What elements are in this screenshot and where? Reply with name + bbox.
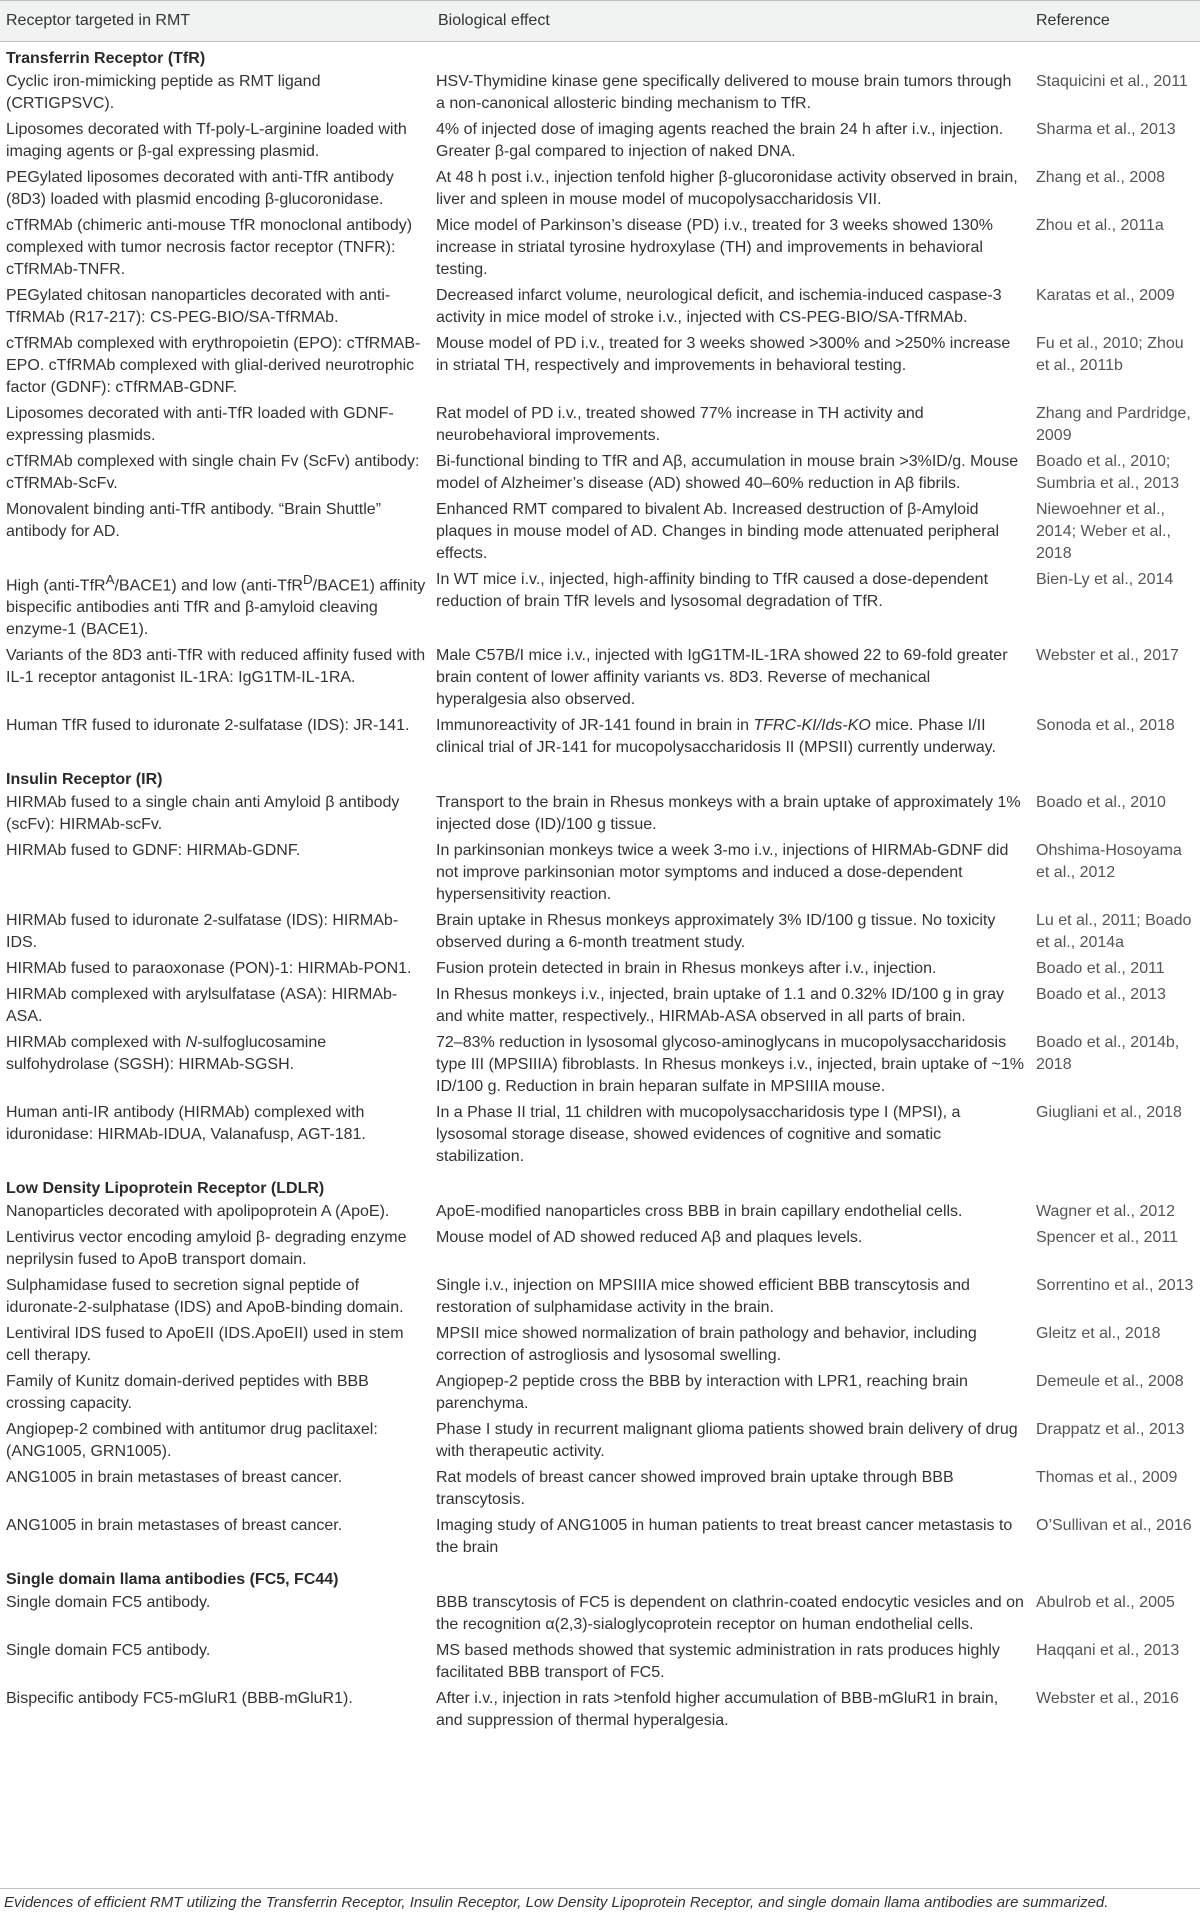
effect-cell: Rat model of PD i.v., treated showed 77% increase in TH activity and neurobehavioral improvements. [436, 405, 924, 444]
receptor-cell: HIRMAb fused to iduronate 2-sulfatase (IDS): HIRMAb-IDS. [6, 912, 399, 952]
receptor-cell: Single domain FC5 antibody. [6, 1594, 211, 1612]
reference-cell: Bien-Ly et al., 2014 [1036, 571, 1174, 588]
section-title: Transferrin Receptor (TfR) [6, 50, 206, 67]
table-row [0, 451, 1200, 499]
table-row [0, 1102, 1200, 1172]
effect-text-post: mice. Phase I/II clinical trial of JR-141 for mucopolysaccharidosis II (MPSII) currently underway. [436, 717, 996, 757]
receptor-text-pre: HIRMAb complexed with [6, 1034, 186, 1052]
section-row-ldlr [0, 1172, 1200, 1201]
reference-cell: Fu et al., 2010; Zhou et al., 2011b [1036, 335, 1184, 374]
effect-cell: 72–83% reduction in lysosomal glycoso-aminoglycans in mucopolysaccharidosis type III (MPSIIIA) fibroblasts. In Rhesus monkeys i.v., injected, brain uptake of ~1% ID/100 g. Reduction in brain heparan sulfate in MPSIIIA mouse. [436, 1034, 1024, 1096]
reference-cell: Webster et al., 2017 [1036, 647, 1179, 665]
table-row [0, 1227, 1200, 1275]
table-row [0, 645, 1200, 715]
receptor-cell: Liposomes decorated with anti-TfR loaded with GDNF-expressing plasmids. [6, 405, 394, 444]
receptor-cell: Monovalent binding anti-TfR antibody. “Brain Shuttle” antibody for AD. [6, 501, 382, 540]
table-row [0, 984, 1200, 1032]
receptor-cell: Variants of the 8D3 anti-TfR with reduced affinity fused with IL-1 receptor antagonist IL-1RA: IgG1TM-IL-1RA. [6, 647, 426, 687]
table-row [0, 569, 1200, 645]
table-row [0, 715, 1200, 763]
effect-cell: MS based methods showed that systemic administration in rats produces highly facilitated BBB transport of FC5. [436, 1642, 1000, 1682]
receptor-cell: PEGylated chitosan nanoparticles decorated with anti-TfRMAb (R17-217): CS-PEG-BIO/SA-TfRMAb. [6, 287, 391, 326]
effect-cell: 4% of injected dose of imaging agents reached the brain 24 h after i.v., injection. Greater β-gal compared to injection of naked DNA. [436, 121, 1004, 160]
effect-cell: Enhanced RMT compared to bivalent Ab. Increased destruction of β-Amyloid plaques in mouse model of AD. Changes in binding mode attenuated peripheral effects. [436, 501, 1000, 562]
table-row [0, 1467, 1200, 1515]
effect-cell: HSV-Thymidine kinase gene specifically delivered to mouse brain tumors through a non-canonical allosteric binding mechanism to TfR. [436, 73, 1012, 112]
section-row-llama [0, 1563, 1200, 1592]
receptor-cell: ANG1005 in brain metastases of breast cancer. [6, 1469, 343, 1487]
effect-cell: Mouse model of AD showed reduced Aβ and plaques levels. [436, 1229, 863, 1247]
reference-cell: Spencer et al., 2011 [1036, 1229, 1179, 1247]
reference-cell: Boado et al., 2013 [1036, 986, 1166, 1004]
reference-cell: Staquicini et al., 2011 [1036, 73, 1188, 90]
reference-cell: Gleitz et al., 2018 [1036, 1325, 1161, 1343]
receptor-text-post: /BACE1) affinity bispecific antibodies anti TfR and β-amyloid cleaving enzyme-1 (BACE1). [6, 577, 426, 639]
receptor-cell: Angiopep-2 combined with antitumor drug paclitaxel: (ANG1005, GRN1005). [6, 1421, 378, 1461]
effect-cell: Transport to the brain in Rhesus monkeys with a brain uptake of approximately 1% injected dose (ID)/100 g tissue. [436, 794, 1021, 834]
receptor-cell: Human TfR fused to iduronate 2-sulfatase (IDS): JR-141. [6, 717, 410, 735]
reference-cell: Abulrob et al., 2005 [1036, 1594, 1175, 1612]
receptor-cell: HIRMAb fused to GDNF: HIRMAb-GDNF. [6, 842, 301, 860]
reference-cell: Boado et al., 2010; Sumbria et al., 2013 [1036, 453, 1180, 492]
receptor-text-post: -sulfoglucosamine sulfohydrolase (SGSH): HIRMAb-SGSH. [6, 1034, 327, 1074]
table-row [0, 119, 1200, 167]
table-row [0, 167, 1200, 215]
reference-cell: Sorrentino et al., 2013 [1036, 1277, 1194, 1295]
table-row [0, 1371, 1200, 1419]
effect-italic: TFRC-KI/Ids-KO [753, 717, 871, 735]
table-row [0, 285, 1200, 333]
effect-cell: Brain uptake in Rhesus monkeys approximately 3% ID/100 g tissue. No toxicity observed during a 6-month treatment study. [436, 912, 996, 952]
table-row [0, 1275, 1200, 1323]
reference-cell: Boado et al., 2010 [1036, 794, 1166, 812]
reference-cell: Niewoehner et al., 2014; Weber et al., 2018 [1036, 501, 1171, 562]
section-row-ir [0, 763, 1200, 792]
effect-cell: In a Phase II trial, 11 children with mucopolysaccharidosis type I (MPSI), a lysosomal storage disease, showed evidences of cognitive and somatic stabilization. [436, 1104, 961, 1166]
reference-cell: Thomas et al., 2009 [1036, 1469, 1178, 1487]
table-row [0, 1515, 1200, 1563]
receptor-cell: HIRMAb fused to paraoxonase (PON)-1: HIRMAb-PON1. [6, 960, 412, 978]
footer-divider [0, 1888, 1200, 1889]
reference-cell: Sonoda et al., 2018 [1036, 717, 1175, 735]
table-row [0, 1640, 1200, 1688]
superscript-d: D [302, 572, 313, 587]
effect-cell: Rat models of breast cancer showed improved brain uptake through BBB transcytosis. [436, 1469, 954, 1509]
receptor-text-pre: High (anti-TfR [6, 577, 106, 595]
effect-cell: In parkinsonian monkeys twice a week 3-mo i.v., injections of HIRMAb-GDNF did not improve parkinsonian motor symptoms and induced a dose-dependent hypersensitivity reaction. [436, 842, 1009, 904]
receptor-cell [0, 569, 432, 645]
reference-cell: O’Sullivan et al., 2016 [1036, 1517, 1192, 1535]
table-row [0, 1032, 1200, 1102]
reference-cell: Zhang and Pardridge, 2009 [1036, 405, 1191, 444]
effect-cell: Male C57B/I mice i.v., injected with IgG1TM-IL-1RA showed 22 to 69-fold greater brain content of lower affinity variants vs. 8D3. Reverse of mechanical hyperalgesia also observed. [436, 647, 1008, 709]
effect-cell: Phase I study in recurrent malignant glioma patients showed brain delivery of drug with therapeutic activity. [436, 1421, 1018, 1461]
reference-cell: Webster et al., 2016 [1036, 1690, 1179, 1708]
section-title: Insulin Receptor (IR) [6, 771, 163, 789]
receptor-text-mid: /BACE1) and low (anti-TfR [114, 577, 303, 595]
receptor-cell: ANG1005 in brain metastases of breast cancer. [6, 1517, 343, 1535]
table-row [0, 1688, 1200, 1736]
table-row [0, 792, 1200, 840]
receptor-cell: PEGylated liposomes decorated with anti-TfR antibody (8D3) loaded with plasmid encoding β-glucoronidase. [6, 169, 394, 208]
reference-cell: Boado et al., 2011 [1036, 960, 1165, 978]
reference-cell: Zhang et al., 2008 [1036, 169, 1165, 186]
reference-cell: Haqqani et al., 2013 [1036, 1642, 1180, 1660]
reference-cell: Zhou et al., 2011a [1036, 217, 1164, 234]
table-footnote: Evidences of efficient RMT utilizing the Transferrin Receptor, Insulin Receptor, Low Density Lipoprotein Receptor, and single domain llama antibodies are summarized. [4, 1894, 1109, 1911]
effect-cell: ApoE-modified nanoparticles cross BBB in brain capillary endothelial cells. [436, 1203, 963, 1221]
receptor-cell: Sulphamidase fused to secretion signal peptide of iduronate-2-sulphatase (IDS) and ApoB-binding domain. [6, 1277, 404, 1317]
receptor-cell: cTfRMAb (chimeric anti-mouse TfR monoclonal antibody) complexed with tumor necrosis factor receptor (TNFR): cTfRMAb-TNFR. [6, 217, 413, 278]
effect-cell: Single i.v., injection on MPSIIIA mice showed efficient BBB transcytosis and restoration of sulphamidase activity in the brain. [436, 1277, 970, 1317]
reference-cell: Giugliani et al., 2018 [1036, 1104, 1182, 1122]
table-row [0, 333, 1200, 403]
receptor-cell: Cyclic iron-mimicking peptide as RMT ligand (CRTIGPSVC). [6, 73, 321, 112]
receptor-cell: cTfRMAb complexed with erythropoietin (EPO): cTfRMAB-EPO. cTfRMAb complexed with glial-derived neurotrophic factor (GDNF): cTfRMAB-GDNF. [6, 335, 421, 396]
receptor-cell: HIRMAb complexed with arylsulfatase (ASA): HIRMAb-ASA. [6, 986, 398, 1026]
effect-cell: In WT mice i.v., injected, high-affinity binding to TfR caused a dose-dependent reduction of brain TfR levels and lysosomal degradation of TfR. [436, 571, 989, 610]
receptor-cell: Family of Kunitz domain-derived peptides with BBB crossing capacity. [6, 1373, 369, 1413]
effect-cell: After i.v., injection in rats >tenfold higher accumulation of BBB-mGluR1 in brain, and suppression of thermal hyperalgesia. [436, 1690, 999, 1730]
effect-cell [432, 715, 1030, 763]
effect-cell: Imaging study of ANG1005 in human patients to treat breast cancer metastasis to the brain [436, 1517, 1013, 1557]
receptor-italic: N [185, 1034, 198, 1052]
receptor-cell: Bispecific antibody FC5-mGluR1 (BBB-mGluR1). [6, 1690, 353, 1708]
reference-cell: Ohshima-Hosoyama et al., 2012 [1036, 842, 1182, 882]
header-reference: Reference [1030, 1, 1200, 42]
effect-cell: Fusion protein detected in brain in Rhesus monkeys after i.v., injection. [436, 960, 937, 978]
effect-cell: BBB transcytosis of FC5 is dependent on clathrin-coated endocytic vesicles and on the recognition α(2,3)-sialoglycoprotein receptor on human endothelial cells. [436, 1594, 1024, 1634]
table-row [0, 1201, 1200, 1227]
header-receptor: Receptor targeted in RMT [0, 1, 432, 42]
effect-cell: At 48 h post i.v., injection tenfold higher β-glucoronidase activity observed in brain, liver and spleen in mouse model of mucopolysaccharidosis VII. [436, 169, 1018, 208]
table-row [0, 71, 1200, 119]
table-row [0, 1323, 1200, 1371]
receptor-cell: Human anti-IR antibody (HIRMAb) complexed with iduronidase: HIRMAb-IDUA, Valanafusp, AGT-181. [6, 1104, 366, 1144]
reference-cell: Drappatz et al., 2013 [1036, 1421, 1185, 1439]
effect-cell: Bi-functional binding to TfR and Aβ, accumulation in mouse brain >3%ID/g. Mouse model of Alzheimer’s disease (AD) showed 40–60% reduction in Aβ fibrils. [436, 453, 1019, 492]
reference-cell: Sharma et al., 2013 [1036, 121, 1176, 138]
table-header-row [0, 1, 1200, 42]
receptor-cell [0, 1032, 432, 1102]
header-effect: Biological effect [432, 1, 1030, 42]
table-row [0, 910, 1200, 958]
table-row [0, 403, 1200, 451]
effect-text-pre: Immunoreactivity of JR-141 found in brain in [436, 717, 754, 735]
table-row [0, 1592, 1200, 1640]
table-row [0, 840, 1200, 910]
effect-cell: Angiopep-2 peptide cross the BBB by interaction with LPR1, reaching brain parenchyma. [436, 1373, 968, 1413]
receptor-cell: Single domain FC5 antibody. [6, 1642, 211, 1660]
table-row [0, 1419, 1200, 1467]
receptor-cell: Liposomes decorated with Tf-poly-L-arginine loaded with imaging agents or β-gal expressing plasmid. [6, 121, 407, 160]
receptor-cell: Lentivirus vector encoding amyloid β- degrading enzyme neprilysin fused to ApoB transport domain. [6, 1229, 407, 1269]
receptor-cell: Lentiviral IDS fused to ApoEII (IDS.ApoEII) used in stem cell therapy. [6, 1325, 404, 1365]
superscript-a: A [105, 572, 115, 587]
table-row [0, 215, 1200, 285]
effect-cell: Mouse model of PD i.v., treated for 3 weeks showed >300% and >250% increase in striatal TH, respectively and improvements in behavioral testing. [436, 335, 1011, 374]
effect-cell: Mice model of Parkinson’s disease (PD) i.v., treated for 3 weeks showed 130% increase in striatal tyrosine hydroxylase (TH) and improvements in behavioral testing. [436, 217, 993, 278]
effect-cell: Decreased infarct volume, neurological deficit, and ischemia-induced caspase-3 activity in mice model of stroke i.v., injected with CS-PEG-BIO/SA-TfRMAb. [436, 287, 1002, 326]
reference-cell: Boado et al., 2014b, 2018 [1036, 1034, 1180, 1074]
receptor-cell: HIRMAb fused to a single chain anti Amyloid β antibody (scFv): HIRMAb-scFv. [6, 794, 400, 834]
reference-cell: Wagner et al., 2012 [1036, 1203, 1176, 1221]
table-row [0, 499, 1200, 569]
effect-cell: MPSII mice showed normalization of brain pathology and behavior, including correction of astrogliosis and lysosomal swelling. [436, 1325, 977, 1365]
section-row-tfr [0, 42, 1200, 72]
reference-cell: Demeule et al., 2008 [1036, 1373, 1184, 1391]
receptor-cell: cTfRMAb complexed with single chain Fv (ScFv) antibody: cTfRMAb-ScFv. [6, 453, 420, 492]
table-row [0, 958, 1200, 984]
effect-cell: In Rhesus monkeys i.v., injected, brain uptake of 1.1 and 0.32% ID/100 g in gray and white matter, respectively., HIRMAb-ASA observed in all parts of brain. [436, 986, 1005, 1026]
reference-cell: Karatas et al., 2009 [1036, 287, 1175, 304]
section-title: Low Density Lipoprotein Receptor (LDLR) [6, 1180, 325, 1198]
reference-cell: Lu et al., 2011; Boado et al., 2014a [1036, 912, 1192, 952]
receptor-cell: Nanoparticles decorated with apolipoprotein A (ApoE). [6, 1203, 390, 1221]
section-title: Single domain llama antibodies (FC5, FC44) [6, 1571, 339, 1589]
